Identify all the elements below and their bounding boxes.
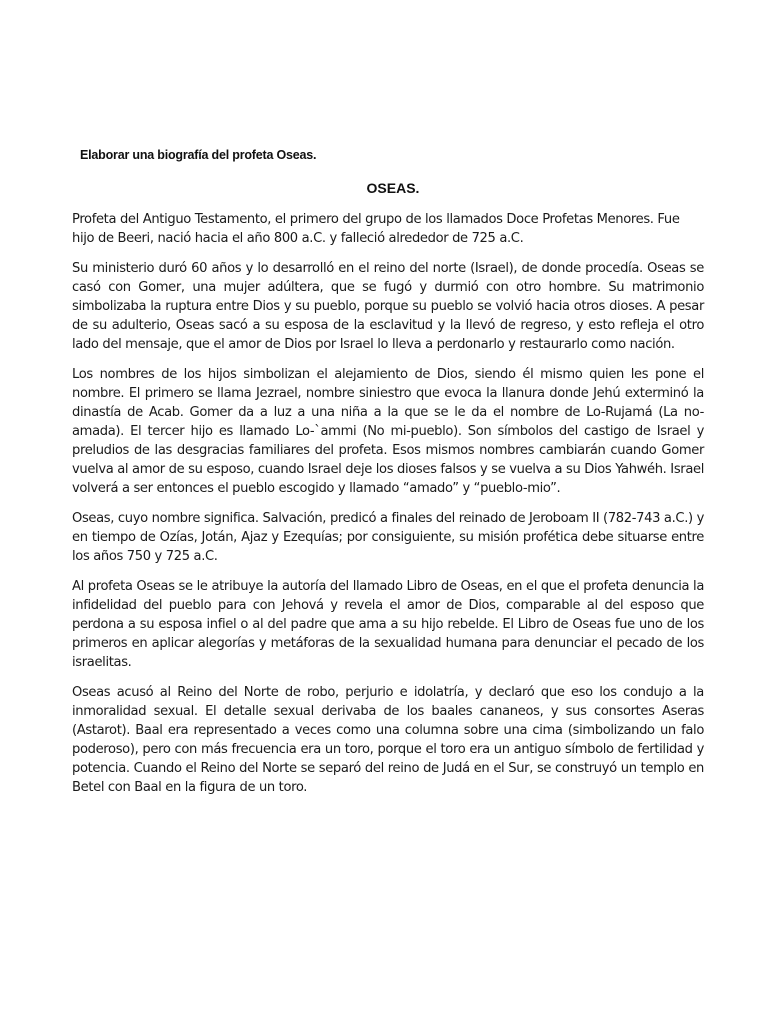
document-title: OSEAS.	[366, 180, 420, 196]
assignment-instruction: Elaborar una biografía del profeta Oseas.	[80, 148, 317, 162]
paragraph-accusations: Oseas acusó al Reino del Norte de robo, perjurio e idolatría, y declaró que eso los condujo a la inmoralidad sexual. El detalle sexual derivaba de los baales cananeos, y sus consortes Aseras (Astarot). Baal era representado a veces como una columna sobre una cima (simbolizando un falo poderoso), pero con más frecuencia era un toro, porque el toro era un antiguo símbolo de fertilidad y potencia. Cuando el Reino del Norte se separó del reino de Judá en el Sur, se construyó un templo en Betel con Baal en la figura de un toro.	[72, 684, 704, 796]
document-body	[72, 210, 704, 808]
paragraph-children-names: Los nombres de los hijos simbolizan el alejamiento de Dios, siendo él mismo quien les pone el nombre. El primero se llama Jezrael, nombre siniestro que evoca la llanura donde Jehú exterminó la dinastía de Acab. Gomer da a luz a una niña a la que se le da el nombre de Lo-Rujamá (La no-amada). El tercer hijo es llamado Lo-`ammi (No mi-pueblo). Son símbolos del castigo de Israel y preludios de las desgracias familiares del profeta. Esos mismos nombres cambiarán cuando Gomer vuelva al amor de su esposo, cuando Israel deje los dioses falsos y se vuelva a su Dios Yahwéh. Israel volverá a ser entonces el pueblo escogido y llamado “amado” y “pueblo-mio”.	[72, 366, 704, 497]
paragraph-ministry: Su ministerio duró 60 años y lo desarrolló en el reino del norte (Israel), de donde procedía. Oseas se casó con Gomer, una mujer adúltera, que se fugó y durmió con otro hombre. Su matrimonio simbolizaba la ruptura entre Dios y su pueblo, porque su pueblo se volvió hacia otros dioses. A pesar de su adulterio, Oseas sacó a su esposa de la esclavitud y la llevó de regreso, y esto refleja el otro lado del mensaje, que el amor de Dios por Israel lo lleva a perdonarlo y restaurarlo como nación.	[72, 260, 704, 353]
paragraph-time-period: Oseas, cuyo nombre significa. Salvación, predicó a finales del reinado de Jeroboam II (782-743 a.C.) y en tiempo de Ozías, Jotán, Ajaz y Ezequías; por consiguiente, su misión profética debe situarse entre los años 750 y 725 a.C.	[72, 510, 704, 564]
paragraph-intro: Profeta del Antiguo Testamento, el primero del grupo de los llamados Doce Profetas Menores. Fue hijo de Beeri, nació hacia el año 800 a.C. y falleció alrededor de 725 a.C.	[72, 212, 680, 247]
paragraph-book-of-hosea: Al profeta Oseas se le atribuye la autoría del llamado Libro de Oseas, en el que el profeta denuncia la infidelidad del pueblo para con Jehová y revela el amor de Dios, comparable al del esposo que perdona a su esposa infiel o al del padre que ama a su hijo rebelde. El Libro de Oseas fue uno de los primeros en aplicar alegorías y metáforas de la sexualidad humana para denunciar el pecado de los israelitas.	[72, 578, 704, 670]
